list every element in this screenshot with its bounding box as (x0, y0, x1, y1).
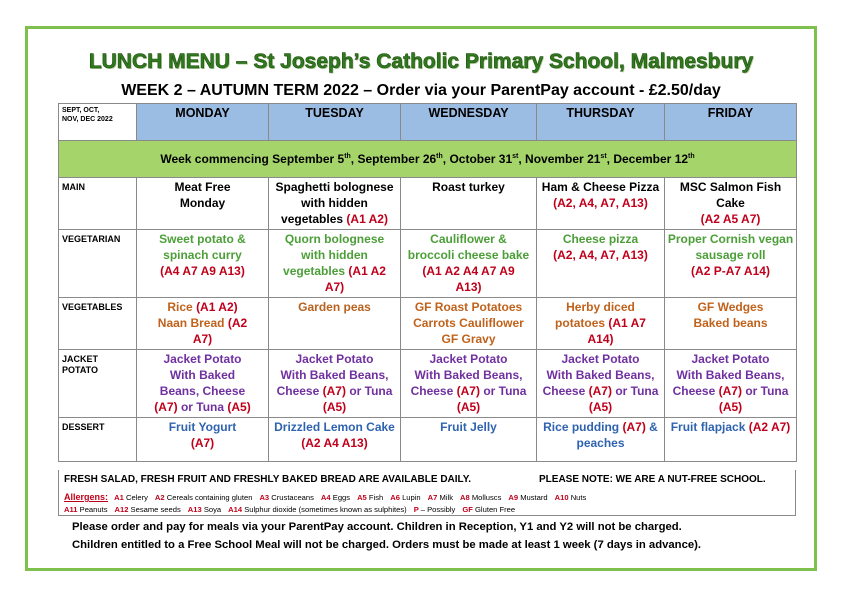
page-subtitle: WEEK 2 – AUTUMN TERM 2022 – Order via your ParentPay account - £2.50/day (121, 82, 721, 99)
nut-free-notice: PLEASE NOTE: WE ARE A NUT-FREE SCHOOL. (539, 474, 766, 485)
dish-line: spinach curry (163, 248, 242, 262)
dessert-tuesday (269, 418, 401, 462)
allergen-name: Mustard (520, 493, 548, 502)
allergen-name: Celery (125, 493, 148, 502)
allergen-code: A10 (554, 493, 571, 502)
allergen-code: A8 (460, 493, 472, 502)
dessert-thursday (537, 418, 665, 462)
allergen-codes: (A1 A2 A4 A7 A9 (422, 264, 515, 278)
allergen-code: A14 (228, 505, 245, 514)
vegetables-friday (665, 298, 797, 350)
dish-line: Cheese (410, 384, 454, 398)
dessert-wednesday (401, 418, 537, 462)
dish-line: With Baked Beans, (414, 368, 523, 382)
allergen-codes: A13) (455, 280, 482, 294)
dish-line: or Tuna (180, 400, 225, 414)
dish-line: Jacket Potato (691, 352, 770, 366)
dish-line: Baked beans (693, 316, 768, 330)
allergen-codes: (A1 A7 (608, 316, 646, 330)
jacket-potato-row (59, 350, 797, 418)
main-row (59, 178, 797, 230)
allergen-code: A13 (187, 505, 204, 514)
allergen-codes: (A5) (718, 400, 743, 414)
allergen-key (64, 491, 794, 516)
week-commencing (59, 141, 797, 178)
dish-line: Monday (179, 196, 226, 210)
jacket-monday (137, 350, 269, 418)
dessert-row (59, 418, 797, 462)
dish-line: Cheese (542, 384, 586, 398)
week-sup: st (600, 153, 607, 160)
fresh-food-notice: FRESH SALAD, FRESH FRUIT AND FRESHLY BAKED BREAD ARE AVAILABLE DAILY. (64, 474, 472, 485)
dish-line: Herby diced (566, 300, 635, 314)
info-box (58, 470, 796, 516)
dish-line: GF Gravy (441, 332, 496, 346)
allergen-name: Eggs (332, 493, 351, 502)
footer-line-2: Children entitled to a Free School Meal will not be charged. Orders must be made at least 1 week (7 days in advance). (72, 539, 702, 551)
row-label-main: MAIN (59, 178, 137, 230)
allergen-codes: A14) (587, 332, 614, 346)
dish-line: or Tuna (615, 384, 659, 398)
day-thursday: THURSDAY (537, 104, 665, 141)
dish-line: MSC Salmon Fish Cake (679, 180, 782, 210)
allergen-name: Fish (368, 493, 384, 502)
row-label-vegetables: VEGETABLES (59, 298, 137, 350)
footer-note (72, 518, 812, 554)
dish-line: Cheese (276, 384, 320, 398)
allergen-name: Peanuts (79, 505, 108, 514)
dish-line: Fruit Yogurt (168, 420, 237, 434)
week-part: , November 21 (518, 152, 601, 166)
dish-line: or Tuna (349, 384, 393, 398)
allergen-name: Gluten Free (475, 505, 516, 514)
term-label-line2: NOV, DEC 2022 (62, 116, 113, 123)
allergen-codes: (A5) (588, 400, 613, 414)
vegetarian-monday (137, 230, 269, 298)
allergen-codes: (A7) (154, 400, 178, 414)
vegetarian-thursday (537, 230, 665, 298)
allergen-codes: (A7) (622, 420, 646, 434)
main-friday (665, 178, 797, 230)
allergen-codes: (A2 A7) (748, 420, 791, 434)
dish-line: GF Roast Potatoes (414, 300, 523, 314)
allergen-name: Lupin (402, 493, 421, 502)
dish-line: Jacket Potato (163, 352, 242, 366)
dish-line: Rice pudding (543, 420, 620, 434)
allergen-codes: (A1 A2) (196, 300, 238, 314)
allergen-code: A9 (508, 493, 521, 502)
dish-line: With Baked (169, 368, 236, 382)
allergen-name: Molluscs (471, 493, 502, 502)
week-part: , December 12 (606, 152, 689, 166)
day-monday: MONDAY (137, 104, 269, 141)
allergen-code: A1 (114, 493, 126, 502)
vegetarian-wednesday (401, 230, 537, 298)
row-label-dessert: DESSERT (59, 418, 137, 462)
dish-line: with hidden (301, 196, 368, 210)
vegetarian-friday (665, 230, 797, 298)
allergen-codes: (A2, A4, A7, A13) (553, 196, 648, 210)
dish-line: Cheese (672, 384, 716, 398)
dish-line: vegetables (281, 212, 344, 226)
vegetables-monday (137, 298, 269, 350)
week-part: Week commencing September 5 (160, 152, 345, 166)
dish-line: vegetables (283, 264, 346, 278)
allergen-code: A12 (114, 505, 131, 514)
allergen-codes: A7) (324, 280, 345, 294)
dish-line: With Baked Beans, (546, 368, 655, 382)
row-label-line: POTATO (62, 365, 98, 375)
jacket-friday (665, 350, 797, 418)
allergens-title: Allergens: (64, 492, 109, 502)
row-label-jacket-potato (59, 350, 137, 418)
page-title: LUNCH MENU – St Joseph’s Catholic Primary School, Malmesbury (88, 50, 754, 73)
footer-line-1: Please order and pay for meals via your ParentPay account. Children in Reception, Y1 and Y2 will not be charged. (72, 521, 682, 533)
allergen-codes: (A2 A5 A7) (700, 212, 761, 226)
allergen-codes: (A1 A2) (346, 212, 388, 226)
allergen-codes: (A5) (322, 400, 347, 414)
allergen-code: A6 (390, 493, 403, 502)
dish-line: Beans, Cheese (159, 384, 246, 398)
day-friday: FRIDAY (665, 104, 797, 141)
row-label-vegetarian: VEGETARIAN (59, 230, 137, 298)
jacket-tuesday (269, 350, 401, 418)
dish-line: Jacket Potato (295, 352, 374, 366)
jacket-thursday (537, 350, 665, 418)
main-wednesday (401, 178, 537, 230)
dish-line: GF Wedges (697, 300, 764, 314)
dish-line: sausage roll (695, 248, 766, 262)
allergen-name: – Possibly (420, 505, 456, 514)
term-label (59, 104, 137, 141)
allergen-codes: (A7) (322, 384, 346, 398)
dish-line: or Tuna (483, 384, 527, 398)
dish-line: With Baked Beans, (676, 368, 785, 382)
dish-line: Rice (167, 300, 193, 314)
allergen-codes: (A5) (227, 400, 251, 414)
allergen-code: A5 (357, 493, 369, 502)
dish-line: Carrots Cauliflower (413, 316, 524, 330)
dish-line: Fruit Jelly (440, 420, 497, 434)
allergen-codes: (A2, A4, A7, A13) (553, 248, 648, 262)
allergen-codes: A7) (192, 332, 213, 346)
week-sup: th (344, 153, 351, 160)
vegetables-row (59, 298, 797, 350)
dish-line: potatoes (555, 316, 606, 330)
vegetables-wednesday (401, 298, 537, 350)
week-commencing-row (59, 141, 797, 178)
dish-line: Ham & Cheese Pizza (541, 180, 660, 194)
allergen-code: P (413, 505, 421, 514)
dish-line: Meat Free (174, 180, 231, 194)
main-monday (137, 178, 269, 230)
allergen-code: GF (462, 505, 476, 514)
dessert-friday (665, 418, 797, 462)
allergen-name: Sesame seeds (130, 505, 181, 514)
dish-line: & (649, 420, 658, 434)
allergen-name: Crustaceans (271, 493, 314, 502)
allergen-code: A11 (64, 505, 80, 514)
dish-line: broccoli cheese bake (407, 248, 530, 262)
vegetables-tuesday (269, 298, 401, 350)
term-label-line1: SEPT, OCT, (62, 107, 100, 114)
dish-line: Garden peas (298, 300, 371, 314)
allergen-name: Nuts (570, 493, 587, 502)
allergen-name: Soya (203, 505, 222, 514)
allergen-name: Sulphur dioxide (sometimes known as sulphites) (244, 505, 407, 514)
vegetarian-row (59, 230, 797, 298)
dish-line: Spaghetti bolognese (275, 180, 394, 194)
menu-table (58, 103, 797, 462)
dessert-monday (137, 418, 269, 462)
day-header-row (59, 104, 797, 141)
dish-line: Jacket Potato (429, 352, 508, 366)
week-part: , October 31 (442, 152, 513, 166)
dish-line: Proper Cornish vegan (667, 232, 794, 246)
dish-line: Sweet potato & (159, 232, 246, 246)
allergen-codes: (A1 A2 (348, 264, 386, 278)
allergen-codes: (A2 A4 A13) (301, 436, 368, 450)
main-thursday (537, 178, 665, 230)
allergen-codes: (A2 P-A7 A14) (691, 264, 770, 278)
dish-line: Naan Bread (157, 316, 225, 330)
week-part: , September 26 (350, 152, 437, 166)
allergen-codes: (A7) (456, 384, 480, 398)
week-sup: th (688, 153, 695, 160)
allergens-title-text: Allergens (64, 492, 106, 502)
dish-line: Roast turkey (432, 180, 505, 194)
dish-line: Drizzled Lemon Cake (274, 420, 395, 434)
dish-line: or Tuna (745, 384, 789, 398)
vegetarian-tuesday (269, 230, 401, 298)
dish-line: Quorn bolognese (284, 232, 385, 246)
week-sup: th (436, 153, 443, 160)
allergen-code: A3 (259, 493, 272, 502)
dish-line: With Baked Beans, (280, 368, 389, 382)
allergen-codes: (A7) (588, 384, 612, 398)
allergen-codes: (A5) (456, 400, 481, 414)
dish-line: Jacket Potato (561, 352, 640, 366)
allergen-codes: (A7) (190, 436, 215, 450)
allergen-name: Milk (439, 493, 453, 502)
allergen-name: Cereals containing gluten (166, 493, 253, 502)
allergen-codes: (A2 (227, 316, 248, 330)
day-wednesday: WEDNESDAY (401, 104, 537, 141)
day-tuesday: TUESDAY (269, 104, 401, 141)
dish-line: Fruit flapjack (670, 420, 746, 434)
main-tuesday (269, 178, 401, 230)
allergen-codes: (A4 A7 A9 A13) (160, 264, 245, 278)
dish-line: Cauliflower & (430, 232, 507, 246)
vegetables-thursday (537, 298, 665, 350)
row-label-line: JACKET (62, 354, 99, 364)
allergen-codes: (A7) (718, 384, 742, 398)
week-sup: st (512, 153, 519, 160)
dish-line: Cheese pizza (562, 232, 639, 246)
dish-line: peaches (576, 436, 625, 450)
allergen-code: A7 (427, 493, 440, 502)
jacket-wednesday (401, 350, 537, 418)
allergen-code: A2 (154, 493, 167, 502)
allergen-code: A4 (320, 493, 333, 502)
allergen-list (64, 493, 593, 514)
dish-line: with hidden (301, 248, 368, 262)
